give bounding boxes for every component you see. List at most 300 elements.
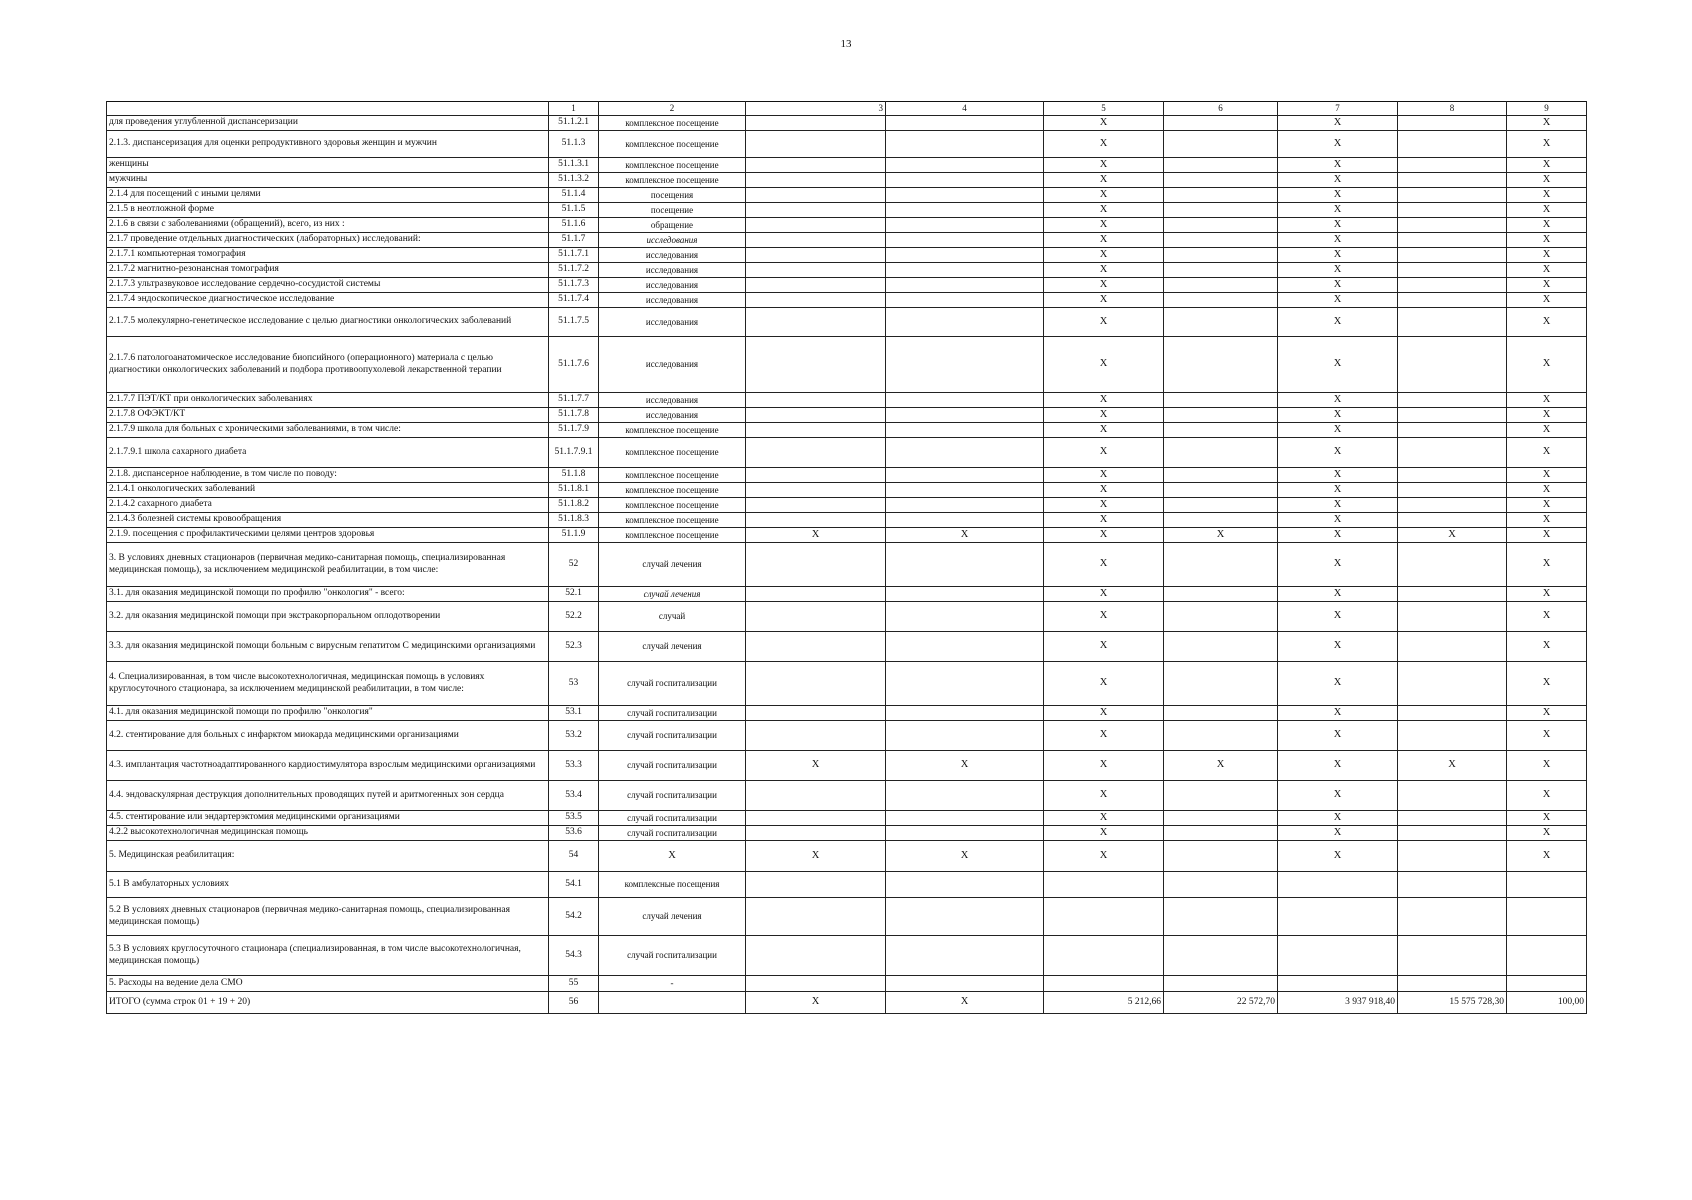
- col8-cell: [1398, 811, 1507, 826]
- col3-cell: [746, 976, 886, 992]
- row-label: 3.3. для оказания медицинской помощи больным с вирусным гепатитом С медицинскими организациями: [107, 632, 549, 662]
- col9-cell: X: [1507, 158, 1587, 173]
- col4-cell: [886, 203, 1044, 218]
- col9-cell: X: [1507, 173, 1587, 188]
- row-label: 2.1.7.5 молекулярно-генетическое исследование с целью диагностики онкологических заболеваний: [107, 308, 549, 337]
- col7-cell: X: [1278, 131, 1398, 158]
- unit-cell: случай госпитализации: [599, 936, 746, 976]
- col9-cell: X: [1507, 468, 1587, 483]
- col9-cell: X: [1507, 543, 1587, 587]
- col6-cell: [1164, 263, 1278, 278]
- row-code: 53.6: [549, 826, 599, 841]
- table-row: [107, 898, 1587, 936]
- col6-cell: [1164, 872, 1278, 898]
- table-row: [107, 528, 1587, 543]
- col4-cell: [886, 826, 1044, 841]
- col7-cell: X: [1278, 721, 1398, 751]
- unit-cell: комплексное посещение: [599, 131, 746, 158]
- table-row: [107, 513, 1587, 528]
- unit-cell: случай лечения: [599, 632, 746, 662]
- col6-cell: [1164, 293, 1278, 308]
- col5-cell: X: [1044, 632, 1164, 662]
- col3-cell: X: [746, 841, 886, 872]
- unit-cell: комплексные посещения: [599, 872, 746, 898]
- column-number-row: [107, 102, 1587, 116]
- row-code: 51.1.7.8: [549, 408, 599, 423]
- unit-cell: исследования: [599, 293, 746, 308]
- col7-cell: X: [1278, 263, 1398, 278]
- col3-cell: [746, 936, 886, 976]
- col6-cell: [1164, 438, 1278, 468]
- table-row: [107, 248, 1587, 263]
- col6-cell: [1164, 278, 1278, 293]
- col5-cell: X: [1044, 248, 1164, 263]
- col3-cell: [746, 158, 886, 173]
- unit-cell: комплексное посещение: [599, 116, 746, 131]
- col5-cell: X: [1044, 408, 1164, 423]
- table-row: [107, 308, 1587, 337]
- col4-cell: [886, 393, 1044, 408]
- col6-cell: 22 572,70: [1164, 992, 1278, 1014]
- col7-cell: X: [1278, 602, 1398, 632]
- row-label: ИТОГО (сумма строк 01 + 19 + 20): [107, 992, 549, 1014]
- table-row: [107, 131, 1587, 158]
- unit-cell: комплексное посещение: [599, 158, 746, 173]
- col5-cell: X: [1044, 188, 1164, 203]
- col7-cell: X: [1278, 233, 1398, 248]
- col5-cell: X: [1044, 218, 1164, 233]
- col9-cell: 100,00: [1507, 992, 1587, 1014]
- col8-cell: [1398, 393, 1507, 408]
- col3-cell: [746, 173, 886, 188]
- col4-cell: [886, 872, 1044, 898]
- col8-cell: [1398, 976, 1507, 992]
- row-label: 2.1.4.3 болезней системы кровообращения: [107, 513, 549, 528]
- col3-cell: [746, 468, 886, 483]
- col7-cell: X: [1278, 308, 1398, 337]
- col9-cell: X: [1507, 408, 1587, 423]
- col9-cell: X: [1507, 188, 1587, 203]
- col9-cell: X: [1507, 632, 1587, 662]
- col7-cell: X: [1278, 781, 1398, 811]
- col9-cell: X: [1507, 337, 1587, 393]
- row-code: 56: [549, 992, 599, 1014]
- col5-cell: [1044, 898, 1164, 936]
- col8-cell: [1398, 662, 1507, 706]
- col5-cell: X: [1044, 263, 1164, 278]
- col8-cell: [1398, 438, 1507, 468]
- table-row: [107, 483, 1587, 498]
- col7-cell: X: [1278, 337, 1398, 393]
- column-number: 9: [1507, 102, 1587, 116]
- unit-cell: комплексное посещение: [599, 513, 746, 528]
- col5-cell: X: [1044, 293, 1164, 308]
- col9-cell: [1507, 976, 1587, 992]
- col9-cell: X: [1507, 721, 1587, 751]
- col6-cell: [1164, 248, 1278, 263]
- col6-cell: [1164, 218, 1278, 233]
- data-table: [106, 101, 1587, 1014]
- unit-cell: случай лечения: [599, 587, 746, 602]
- col3-cell: X: [746, 992, 886, 1014]
- table-row: [107, 188, 1587, 203]
- table-row: [107, 278, 1587, 293]
- table-row: [107, 218, 1587, 233]
- col5-cell: X: [1044, 203, 1164, 218]
- row-code: 51.1.8: [549, 468, 599, 483]
- col6-cell: [1164, 173, 1278, 188]
- col3-cell: [746, 203, 886, 218]
- col4-cell: [886, 468, 1044, 483]
- col5-cell: X: [1044, 173, 1164, 188]
- col7-cell: X: [1278, 632, 1398, 662]
- col6-cell: [1164, 408, 1278, 423]
- table-row: [107, 811, 1587, 826]
- col4-cell: [886, 131, 1044, 158]
- unit-cell: случай госпитализации: [599, 721, 746, 751]
- row-code: 51.1.7.3: [549, 278, 599, 293]
- unit-cell: комплексное посещение: [599, 173, 746, 188]
- col7-cell: X: [1278, 203, 1398, 218]
- table-row: [107, 841, 1587, 872]
- col6-cell: [1164, 233, 1278, 248]
- col3-cell: [746, 218, 886, 233]
- col8-cell: [1398, 898, 1507, 936]
- row-code: 54.3: [549, 936, 599, 976]
- unit-cell: исследования: [599, 248, 746, 263]
- row-code: 53.2: [549, 721, 599, 751]
- col9-cell: X: [1507, 826, 1587, 841]
- row-code: 51.1.3.2: [549, 173, 599, 188]
- row-label: 4.3. имплантация частотноадаптированного кардиостимулятора взрослым медицинскими организациями: [107, 751, 549, 781]
- col9-cell: X: [1507, 248, 1587, 263]
- table-row: [107, 158, 1587, 173]
- col6-cell: [1164, 337, 1278, 393]
- col9-cell: X: [1507, 662, 1587, 706]
- row-code: 53.1: [549, 706, 599, 721]
- col3-cell: [746, 293, 886, 308]
- row-code: 51.1.5: [549, 203, 599, 218]
- col3-cell: [746, 498, 886, 513]
- row-label: женщины: [107, 158, 549, 173]
- col4-cell: [886, 233, 1044, 248]
- table-row: [107, 721, 1587, 751]
- col9-cell: [1507, 936, 1587, 976]
- unit-cell: случай госпитализации: [599, 706, 746, 721]
- col7-cell: X: [1278, 173, 1398, 188]
- col6-cell: [1164, 483, 1278, 498]
- row-label: 2.1.7.9.1 школа сахарного диабета: [107, 438, 549, 468]
- col8-cell: [1398, 826, 1507, 841]
- col7-cell: X: [1278, 248, 1398, 263]
- unit-cell: случай госпитализации: [599, 826, 746, 841]
- col8-cell: 15 575 728,30: [1398, 992, 1507, 1014]
- col3-cell: X: [746, 751, 886, 781]
- row-label: 5. Медицинская реабилитация:: [107, 841, 549, 872]
- col3-cell: X: [746, 528, 886, 543]
- row-code: 51.1.8.2: [549, 498, 599, 513]
- col6-cell: [1164, 826, 1278, 841]
- col3-cell: [746, 898, 886, 936]
- table-row: [107, 423, 1587, 438]
- col7-cell: X: [1278, 188, 1398, 203]
- table-row: [107, 498, 1587, 513]
- col7-cell: X: [1278, 498, 1398, 513]
- table-row: [107, 632, 1587, 662]
- col8-cell: [1398, 337, 1507, 393]
- row-label: мужчины: [107, 173, 549, 188]
- col9-cell: [1507, 898, 1587, 936]
- row-label: 2.1.9. посещения с профилактическими целями центров здоровья: [107, 528, 549, 543]
- col9-cell: X: [1507, 203, 1587, 218]
- col4-cell: [886, 513, 1044, 528]
- unit-cell: случай госпитализации: [599, 662, 746, 706]
- row-code: 51.1.7: [549, 233, 599, 248]
- unit-cell: комплексное посещение: [599, 423, 746, 438]
- unit-cell: комплексное посещение: [599, 498, 746, 513]
- row-code: 53: [549, 662, 599, 706]
- col7-cell: X: [1278, 751, 1398, 781]
- col3-cell: [746, 721, 886, 751]
- col8-cell: [1398, 602, 1507, 632]
- unit-cell: случай лечения: [599, 898, 746, 936]
- col3-cell: [746, 662, 886, 706]
- col6-cell: [1164, 393, 1278, 408]
- col4-cell: [886, 632, 1044, 662]
- table-row: [107, 706, 1587, 721]
- col4-cell: [886, 602, 1044, 632]
- row-code: 54.2: [549, 898, 599, 936]
- col4-cell: [886, 811, 1044, 826]
- col5-cell: X: [1044, 233, 1164, 248]
- col9-cell: X: [1507, 751, 1587, 781]
- table-row: [107, 587, 1587, 602]
- table-row: [107, 293, 1587, 308]
- col8-cell: [1398, 872, 1507, 898]
- col6-cell: [1164, 188, 1278, 203]
- col9-cell: X: [1507, 218, 1587, 233]
- row-label: 4.5. стентирование или эндартерэктомия медицинскими организациями: [107, 811, 549, 826]
- col5-cell: X: [1044, 393, 1164, 408]
- row-label: 5. Расходы на ведение дела СМО: [107, 976, 549, 992]
- col3-cell: [746, 393, 886, 408]
- col9-cell: X: [1507, 602, 1587, 632]
- col4-cell: [886, 173, 1044, 188]
- col6-cell: [1164, 936, 1278, 976]
- col3-cell: [746, 826, 886, 841]
- col4-cell: [886, 278, 1044, 293]
- unit-cell: исследования: [599, 233, 746, 248]
- row-code: 54.1: [549, 872, 599, 898]
- unit-cell: случай: [599, 602, 746, 632]
- row-code: 51.1.2.1: [549, 116, 599, 131]
- column-number: 7: [1278, 102, 1398, 116]
- unit-cell: обращение: [599, 218, 746, 233]
- column-number: 6: [1164, 102, 1278, 116]
- table-row: [107, 826, 1587, 841]
- col5-cell: X: [1044, 811, 1164, 826]
- col7-cell: X: [1278, 158, 1398, 173]
- col4-cell: [886, 188, 1044, 203]
- unit-cell: исследования: [599, 308, 746, 337]
- column-number: [107, 102, 549, 116]
- col8-cell: [1398, 218, 1507, 233]
- table-row: [107, 751, 1587, 781]
- row-code: 54: [549, 841, 599, 872]
- row-label: 4.4. эндоваскулярная деструкция дополнительных проводящих путей и аритмогенных зон сердца: [107, 781, 549, 811]
- row-label: 3.1. для оказания медицинской помощи по профилю "онкология" - всего:: [107, 587, 549, 602]
- col3-cell: [746, 408, 886, 423]
- col9-cell: X: [1507, 423, 1587, 438]
- col6-cell: X: [1164, 751, 1278, 781]
- col6-cell: [1164, 116, 1278, 131]
- row-label: 2.1.7.9 школа для больных с хроническими заболеваниями, в том числе:: [107, 423, 549, 438]
- col8-cell: [1398, 116, 1507, 131]
- col9-cell: X: [1507, 293, 1587, 308]
- col6-cell: [1164, 706, 1278, 721]
- unit-cell: -: [599, 976, 746, 992]
- row-code: 53.4: [549, 781, 599, 811]
- row-code: 52.2: [549, 602, 599, 632]
- col3-cell: [746, 248, 886, 263]
- col5-cell: X: [1044, 337, 1164, 393]
- col3-cell: [746, 706, 886, 721]
- table-row: [107, 408, 1587, 423]
- col8-cell: [1398, 131, 1507, 158]
- col6-cell: [1164, 781, 1278, 811]
- col5-cell: X: [1044, 841, 1164, 872]
- unit-cell: случай госпитализации: [599, 781, 746, 811]
- unit-cell: посещение: [599, 203, 746, 218]
- col5-cell: [1044, 936, 1164, 976]
- col4-cell: [886, 263, 1044, 278]
- col3-cell: [746, 263, 886, 278]
- col3-cell: [746, 587, 886, 602]
- col9-cell: X: [1507, 498, 1587, 513]
- row-code: 52.1: [549, 587, 599, 602]
- table-row: [107, 781, 1587, 811]
- col7-cell: X: [1278, 278, 1398, 293]
- col8-cell: [1398, 781, 1507, 811]
- col5-cell: X: [1044, 483, 1164, 498]
- col9-cell: X: [1507, 528, 1587, 543]
- col3-cell: [746, 308, 886, 337]
- col4-cell: [886, 337, 1044, 393]
- col8-cell: [1398, 513, 1507, 528]
- unit-cell: исследования: [599, 263, 746, 278]
- col5-cell: X: [1044, 751, 1164, 781]
- col6-cell: [1164, 131, 1278, 158]
- col8-cell: [1398, 468, 1507, 483]
- row-code: 52.3: [549, 632, 599, 662]
- row-code: 51.1.8.3: [549, 513, 599, 528]
- table-row: [107, 233, 1587, 248]
- col3-cell: [746, 337, 886, 393]
- col3-cell: [746, 811, 886, 826]
- col9-cell: X: [1507, 393, 1587, 408]
- col8-cell: [1398, 498, 1507, 513]
- col8-cell: X: [1398, 528, 1507, 543]
- col7-cell: X: [1278, 528, 1398, 543]
- col4-cell: [886, 587, 1044, 602]
- table-row: [107, 173, 1587, 188]
- row-code: 53.5: [549, 811, 599, 826]
- column-number: 2: [599, 102, 746, 116]
- col7-cell: X: [1278, 483, 1398, 498]
- col8-cell: [1398, 587, 1507, 602]
- unit-cell: комплексное посещение: [599, 483, 746, 498]
- column-number: 8: [1398, 102, 1507, 116]
- col3-cell: [746, 116, 886, 131]
- col5-cell: X: [1044, 498, 1164, 513]
- col8-cell: [1398, 188, 1507, 203]
- row-code: 51.1.7.2: [549, 263, 599, 278]
- col9-cell: X: [1507, 116, 1587, 131]
- col5-cell: X: [1044, 706, 1164, 721]
- row-code: 51.1.7.6: [549, 337, 599, 393]
- col8-cell: [1398, 293, 1507, 308]
- col9-cell: X: [1507, 841, 1587, 872]
- unit-cell: случай госпитализации: [599, 751, 746, 781]
- col8-cell: [1398, 158, 1507, 173]
- row-label: 4. Специализированная, в том числе высокотехнологичная, медицинская помощь в условиях круглосуточного стационара, за исключением медицинской реабилитации, в том числе:: [107, 662, 549, 706]
- col6-cell: [1164, 308, 1278, 337]
- row-code: 51.1.7.1: [549, 248, 599, 263]
- row-label: 5.1 В амбулаторных условиях: [107, 872, 549, 898]
- col5-cell: X: [1044, 513, 1164, 528]
- row-label: 5.3 В условиях круглосуточного стационара (специализированная, в том числе высокотехнологичная, медицинская помощь): [107, 936, 549, 976]
- table-row: [107, 438, 1587, 468]
- col4-cell: X: [886, 528, 1044, 543]
- col5-cell: X: [1044, 468, 1164, 483]
- col8-cell: [1398, 203, 1507, 218]
- unit-cell: посещения: [599, 188, 746, 203]
- col4-cell: [886, 781, 1044, 811]
- table-row: [107, 393, 1587, 408]
- row-code: 51.1.9: [549, 528, 599, 543]
- col4-cell: [886, 408, 1044, 423]
- table-row: [107, 116, 1587, 131]
- col5-cell: X: [1044, 308, 1164, 337]
- col7-cell: [1278, 898, 1398, 936]
- col9-cell: X: [1507, 587, 1587, 602]
- row-code: 51.1.8.1: [549, 483, 599, 498]
- col9-cell: X: [1507, 513, 1587, 528]
- col8-cell: [1398, 936, 1507, 976]
- table-row: [107, 872, 1587, 898]
- col7-cell: X: [1278, 438, 1398, 468]
- col4-cell: [886, 423, 1044, 438]
- col9-cell: X: [1507, 131, 1587, 158]
- row-label: 4.2.2 высокотехнологичная медицинская помощь: [107, 826, 549, 841]
- row-code: 51.1.7.7: [549, 393, 599, 408]
- col7-cell: X: [1278, 218, 1398, 233]
- col6-cell: [1164, 587, 1278, 602]
- table-row: [107, 936, 1587, 976]
- table-row: [107, 602, 1587, 632]
- col7-cell: X: [1278, 587, 1398, 602]
- col4-cell: [886, 936, 1044, 976]
- col5-cell: X: [1044, 543, 1164, 587]
- col4-cell: [886, 308, 1044, 337]
- col4-cell: [886, 218, 1044, 233]
- col7-cell: X: [1278, 826, 1398, 841]
- col4-cell: [886, 483, 1044, 498]
- col5-cell: X: [1044, 602, 1164, 632]
- col5-cell: X: [1044, 131, 1164, 158]
- col5-cell: [1044, 976, 1164, 992]
- col8-cell: [1398, 263, 1507, 278]
